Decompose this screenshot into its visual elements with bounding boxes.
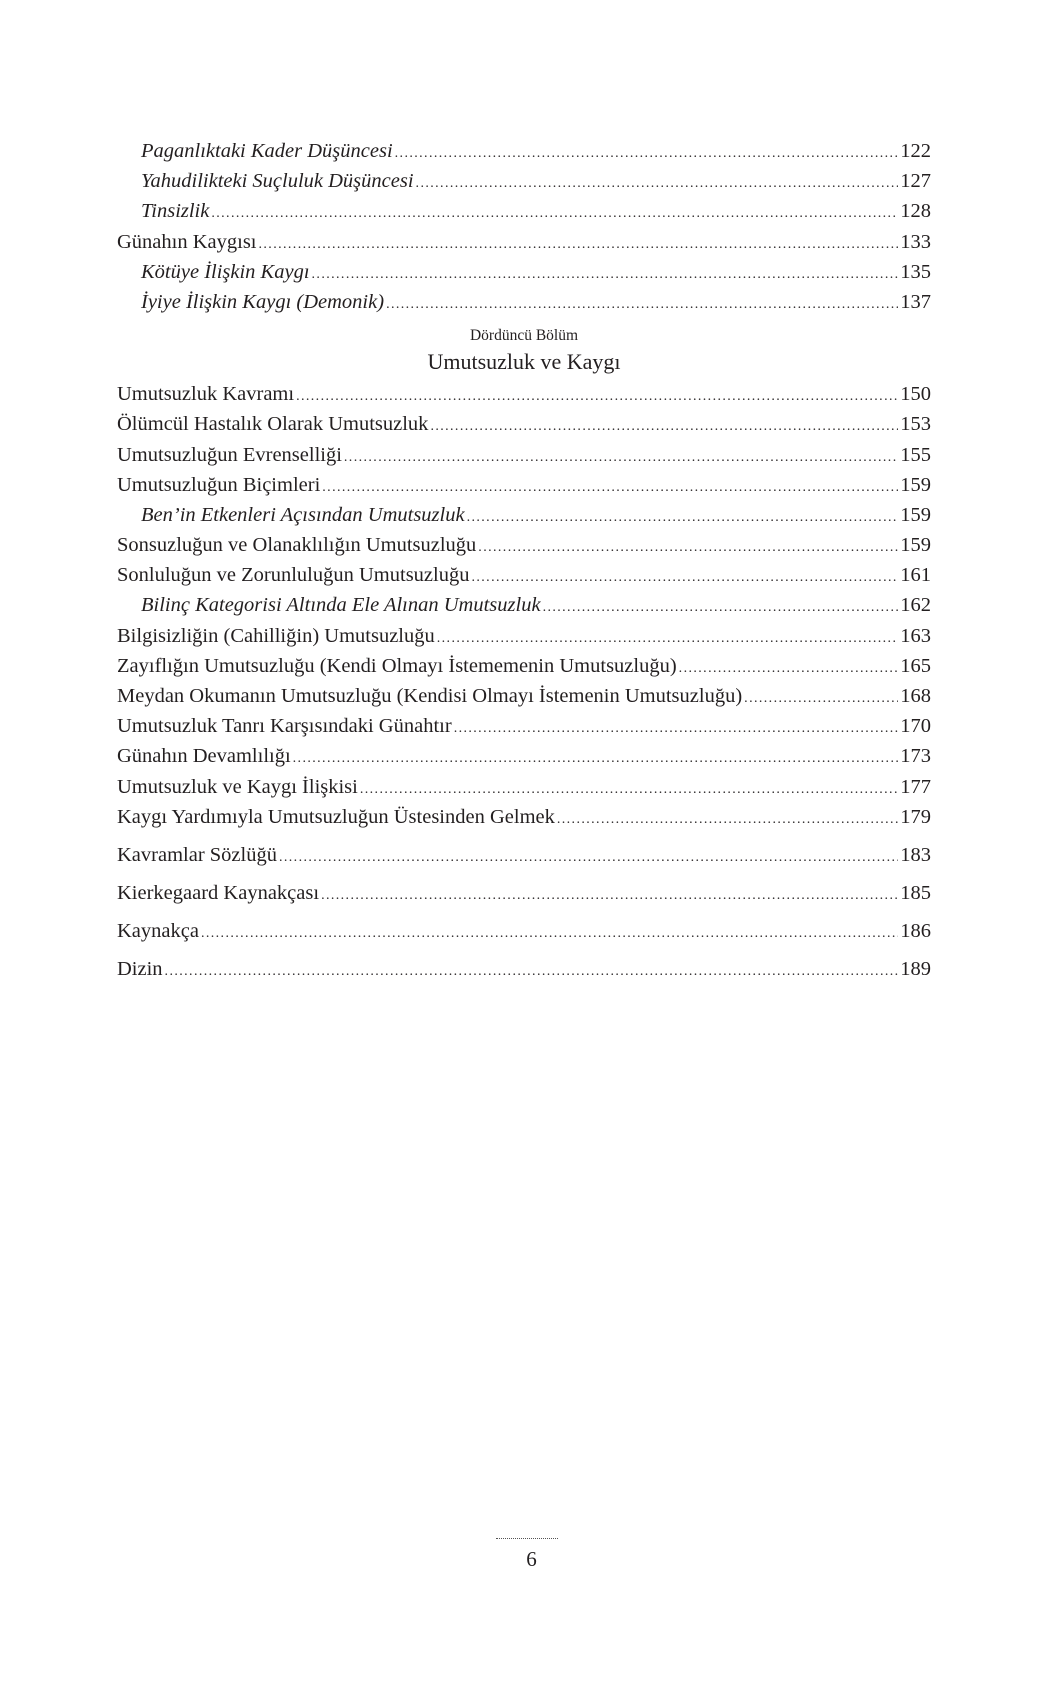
toc-entry-title: Umutsuzluk Tanrı Karşısındaki Günahtır [117, 715, 452, 738]
dot-leader [279, 843, 898, 873]
toc-entry [117, 916, 931, 946]
dot-leader [679, 654, 899, 684]
dot-leader [293, 744, 899, 774]
table-of-contents [117, 136, 931, 984]
toc-entry [117, 136, 931, 166]
toc-entry-title: Umutsuzluğun Biçimleri [117, 473, 321, 496]
toc-entry-title: Kavramlar Sözlüğü [117, 843, 277, 866]
toc-entry-title: Meydan Okumanın Umutsuzluğu (Kendisi Olmayı İstemenin Umutsuzluğu) [117, 685, 743, 707]
toc-entry-page: 135 [900, 260, 931, 283]
dot-leader [321, 881, 898, 911]
toc-entry [117, 772, 931, 802]
toc-entry-page: 150 [900, 383, 931, 406]
dot-leader [395, 139, 899, 169]
toc-entry-title: Zayıflığın Umutsuzluğu (Kendi Olmayı İstememenin Umutsuzluğu) [117, 654, 677, 677]
toc-entry [117, 711, 931, 741]
toc-entry-title: Bilgisizliğin (Cahilliğin) Umutsuzluğu [117, 624, 435, 647]
toc-entry-page: 185 [900, 881, 931, 904]
toc-entry-page: 153 [900, 413, 931, 436]
toc-entry-page: 127 [900, 170, 931, 193]
toc-entry-page: 179 [900, 805, 931, 828]
toc-entry-page: 122 [900, 140, 931, 162]
toc-entry-title: İyiye İlişkin Kaygı (Demonik) [141, 290, 385, 313]
page-number: 6 [526, 1547, 537, 1571]
toc-group-section [117, 379, 931, 832]
toc-entry [117, 651, 931, 681]
toc-entry-title: Umutsuzluğun Evrenselliği [117, 443, 342, 466]
dot-leader [467, 503, 899, 533]
dot-leader [386, 290, 898, 320]
toc-entry-page: 159 [900, 534, 931, 557]
toc-entry [117, 741, 931, 771]
dot-leader [259, 230, 899, 260]
toc-entry-page: 133 [900, 230, 931, 253]
toc-entry-page: 189 [900, 957, 931, 980]
dot-leader [478, 533, 898, 563]
toc-entry [117, 287, 931, 317]
toc-entry [117, 802, 931, 832]
toc-entry-title: Yahudilikteki Suçluluk Düşüncesi [141, 170, 414, 193]
toc-entry-page: 159 [900, 473, 931, 496]
footer-divider [496, 1538, 558, 1539]
dot-leader [471, 563, 898, 593]
dot-leader [543, 593, 899, 623]
section-title: Umutsuzluk ve Kaygı [427, 349, 621, 375]
toc-entry [117, 621, 931, 651]
toc-entry [117, 166, 931, 196]
toc-entry [117, 379, 931, 409]
toc-entry [117, 227, 931, 257]
toc-entry-page: 161 [900, 564, 931, 587]
toc-group-top [117, 136, 931, 317]
toc-entry [117, 440, 931, 470]
toc-entry [117, 196, 931, 226]
toc-entry-title: Ölümcül Hastalık Olarak Umutsuzluk [117, 413, 429, 436]
dot-leader [322, 473, 898, 503]
toc-entry [117, 878, 931, 908]
toc-entry-title: Kötüye İlişkin Kaygı [141, 260, 310, 283]
toc-entry-title: Günahın Devamlılığı [117, 745, 291, 768]
dot-leader [437, 624, 899, 654]
dot-leader [201, 919, 898, 949]
toc-entry-title: Umutsuzluk Kavramı [117, 383, 295, 406]
toc-entry-page: 177 [900, 775, 931, 798]
toc-entry-page: 173 [900, 745, 931, 768]
toc-entry-title: Sonluluğun ve Zorunluluğun Umutsuzluğu [117, 564, 470, 587]
dot-leader [430, 412, 898, 442]
section-heading [117, 325, 931, 377]
dot-leader [454, 714, 899, 744]
dot-leader [296, 382, 898, 412]
dot-leader [360, 775, 898, 805]
toc-entry-page: 163 [900, 624, 931, 647]
dot-leader [557, 805, 898, 835]
dot-leader [165, 957, 899, 987]
toc-entry-title: Paganlıktaki Kader Düşüncesi [141, 140, 393, 162]
toc-entry-title: Kierkegaard Kaynakçası [117, 881, 320, 904]
toc-entry-title: Sonsuzluğun ve Olanaklılığın Umutsuzluğu [117, 534, 477, 557]
dot-leader [344, 443, 898, 473]
toc-entry-page: 170 [900, 715, 931, 738]
toc-entry [117, 409, 931, 439]
toc-entry-title: Günahın Kaygısı [117, 230, 257, 253]
toc-entry-page: 137 [900, 290, 931, 313]
toc-group-back-matter [117, 840, 931, 984]
toc-entry [117, 530, 931, 560]
toc-entry-title: Bilinç Kategorisi Altında Ele Alınan Umutsuzluk [141, 594, 541, 617]
toc-entry-page: 128 [900, 200, 931, 223]
toc-entry [117, 681, 931, 711]
dot-leader [744, 684, 898, 714]
dot-leader [416, 169, 899, 199]
toc-entry [117, 560, 931, 590]
dot-leader [211, 199, 898, 229]
toc-entry-title: Umutsuzluk ve Kaygı İlişkisi [117, 775, 358, 798]
toc-entry-title: Kaynakça [117, 919, 199, 942]
toc-entry [117, 590, 931, 620]
toc-entry-page: 155 [900, 443, 931, 466]
toc-entry [117, 840, 931, 870]
toc-entry-title: Dizin [117, 957, 163, 980]
dot-leader [312, 260, 899, 290]
toc-entry-page: 162 [900, 594, 931, 617]
toc-entry-title: Tinsizlik [141, 200, 210, 223]
toc-entry-page: 165 [900, 654, 931, 677]
toc-entry-page: 159 [900, 503, 931, 526]
section-label: Dördüncü Bölüm [469, 327, 579, 345]
toc-entry [117, 500, 931, 530]
toc-entry-page: 183 [900, 843, 931, 866]
toc-entry [117, 257, 931, 287]
toc-entry-title: Kaygı Yardımıyla Umutsuzluğun Üstesinden Gelmek [117, 805, 555, 828]
toc-entry [117, 954, 931, 984]
toc-entry-title: Ben’in Etkenleri Açısından Umutsuzluk [141, 503, 465, 526]
toc-entry [117, 470, 931, 500]
toc-entry-page: 168 [900, 685, 931, 707]
toc-entry-page: 186 [900, 919, 931, 942]
